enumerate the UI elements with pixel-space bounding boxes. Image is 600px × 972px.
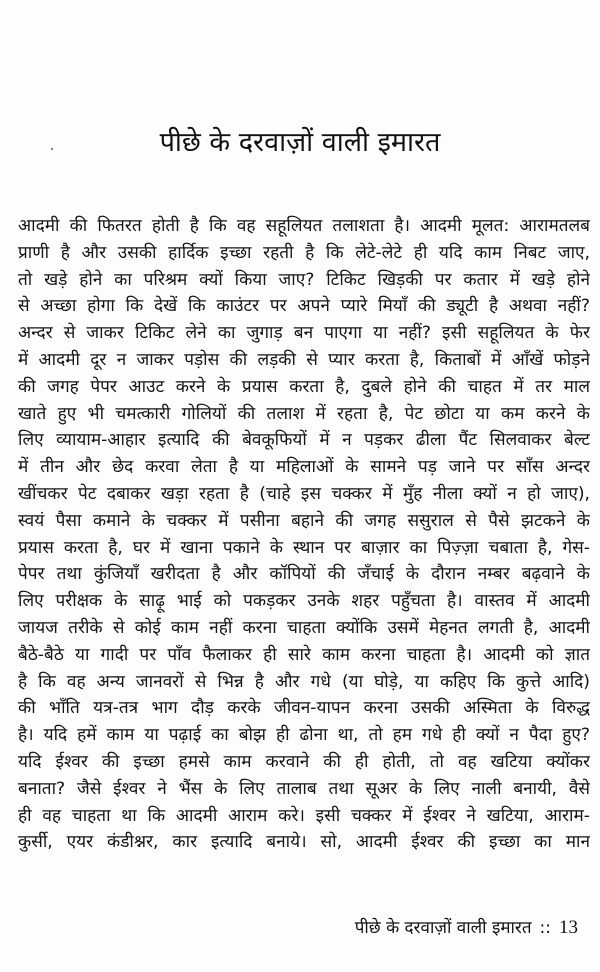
text-line: यदि ईश्वर की इच्छा हमसे काम करवाने की ही होती, तो वह खटिया क्योंकर: [18, 751, 590, 772]
text-line: प्रयास करता है, घर में खाना पकाने के स्थान पर बाज़ार का पिज़्ज़ा चबाता है, गेस-: [18, 537, 590, 558]
text-line: पेपर तथा कुंजियाँ खरीदता है और कॉपियों की जँचाई के दौरान नम्बर बढ़वाने के: [18, 564, 590, 585]
text-line: बैठे-बैठे या गादी पर पाँव फैलाकर ही सारे काम करना चाहता है। आदमी को ज्ञात: [18, 644, 590, 665]
text-line: है कि वह अन्य जानवरों से भिन्न है और गधे (या घोड़े, या कहिए कि कुत्ते आदि): [18, 671, 590, 692]
text-line: है। यदि हमें काम या पढ़ाई का बोझ ही ढोना था, तो हम गधे ही क्यों न पैदा हुए?: [18, 725, 590, 746]
text-line: लिए व्यायाम-आहार इत्यादि की बेवकूफियों में न पड़कर ढीला पैंट सिलवाकर बेल्ट: [18, 430, 590, 451]
text-line: खाते हुए भी चमत्कारी गोलियों की तलाश में रहता है, पेट छोटा या कम करने के: [18, 403, 590, 424]
text-line: ही वह चाहता था कि आदमी आराम करे। इसी चक्कर में ईश्वर ने खटिया, आराम-: [18, 805, 590, 826]
text-line: तो खड़े होने का परिश्रम क्यों किया जाए? टिकिट खिड़की पर कतार में खड़े होने: [18, 269, 590, 290]
text-line: अन्दर से जाकर टिकिट लेने का जुगाड़ बन पाएगा या नहीं? इसी सहूलियत के फेर: [18, 323, 590, 344]
chapter-title: पीछे के दरवाज़ों वाली इमारत: [159, 127, 441, 158]
text-line: कुर्सी, एयर कंडीश्नर, कार इत्यादि बनाये। सो, आदमी ईश्वर की इच्छा का मान: [18, 832, 590, 853]
body-paragraph: [18, 213, 590, 856]
text-line: से अच्छा होगा कि देखें कि काउंटर पर अपने प्यारे मियाँ की ड्यूटी है अथवा नहीं?: [18, 296, 590, 317]
text-line: में आदमी दूर न जाकर पड़ोस की लड़की से प्यार करता है, किताबों में आँखें फोड़ने: [18, 349, 590, 370]
text-line: लिए परीक्षक के साढ़ू भाई को पकड़कर उनके शहर पहुँचता है। वास्तव में आदमी: [18, 591, 590, 612]
text-line: बनाता? जैसे ईश्वर ने भैंस के लिए तालाब तथा सूअर के लिए नाली बनायी, वैसे: [18, 778, 590, 799]
text-line: की जगह पेपर आउट करने के प्रयास करता है, दुबले होने की चाहत में तर माल: [18, 376, 590, 397]
text-line: स्वयं पैसा कमाने के चक्कर में पसीना बहाने की जगह ससुराल से पैसे झटकने के: [18, 510, 590, 531]
text-line: खींचकर पेट दबाकर खड़ा रहता है (चाहे इस चक्कर में मुँह नीला क्यों न हो जाए),: [18, 483, 590, 504]
text-line: की भाँति यत्र-तत्र भाग दौड़ करके जीवन-यापन करना उसकी अस्मिता के विरुद्ध: [18, 698, 590, 719]
text-line: जायज तरीके से कोई काम नहीं करना चाहता क्योंकि उसमें मेहनत लगती है, आदमी: [18, 617, 590, 638]
text-line: आदमी की फितरत होती है कि वह सहूलियत तलाशता है। आदमी मूलत: आरामतलब: [18, 216, 590, 236]
running-title: पीछे के दरवाज़ों वाली इमारत: [354, 918, 532, 938]
page-footer: [355, 915, 578, 939]
page-number: 13: [559, 917, 578, 938]
text-line: में तीन और छेद करवा लेता है या महिलाओं के सामने पड़ जाने पर साँस अन्दर: [18, 457, 590, 478]
text-line: प्राणी है और उसकी हार्दिक इच्छा रहती है कि लेटे-लेटे ही यदि काम निबट जाए,: [18, 242, 590, 263]
footer-separator: ::: [539, 918, 551, 938]
